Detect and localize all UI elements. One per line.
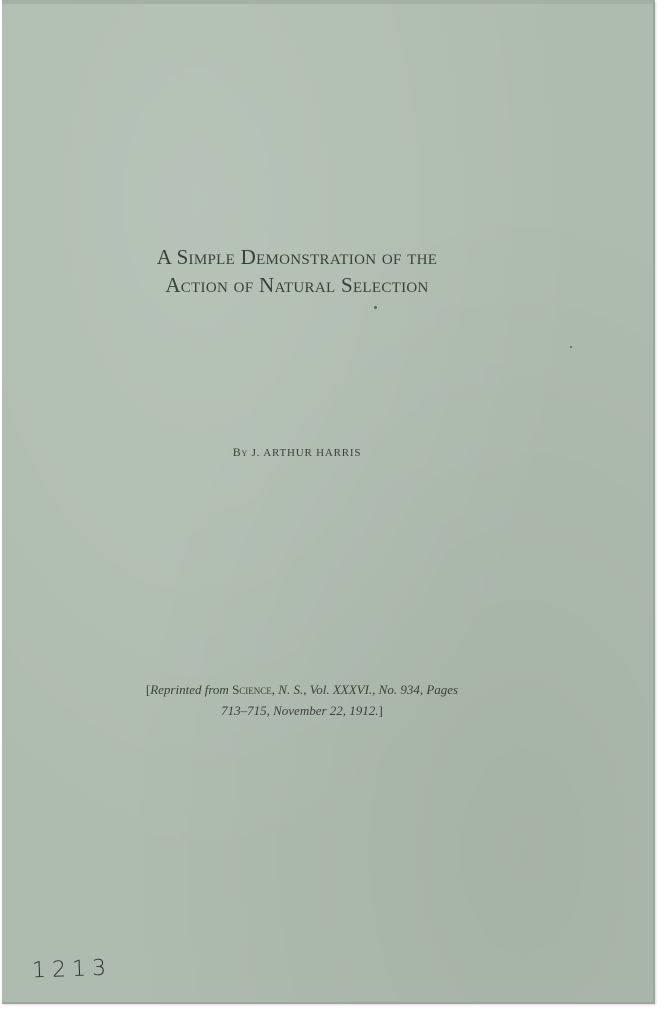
reprint-series: , N. S., Vol. XXXVI., No. 934, Pages <box>271 682 459 697</box>
document-title <box>62 243 532 299</box>
paper-speck <box>570 346 572 348</box>
reprint-source-prefix: Reprinted from <box>150 682 233 697</box>
cover-top-edge <box>2 0 653 4</box>
reprint-close-bracket: ] <box>378 703 383 718</box>
title-line-2: Action of Natural Selection <box>165 273 429 297</box>
handwritten-inventory-number: 1213 <box>31 955 113 984</box>
paper-speck <box>374 306 377 309</box>
author-byline <box>122 445 472 460</box>
reprint-pages-date: 713–715, November 22, 1912. <box>221 703 379 718</box>
reprint-notice <box>92 679 512 721</box>
reprint-journal: Science <box>232 682 272 697</box>
pamphlet-cover <box>2 0 655 1004</box>
reprint-open-bracket: [ <box>145 682 151 697</box>
byline-prefix: By <box>232 445 249 459</box>
title-line-1: A Simple Demonstration of the <box>156 245 438 269</box>
author-name: J. ARTHUR HARRIS <box>251 447 362 459</box>
